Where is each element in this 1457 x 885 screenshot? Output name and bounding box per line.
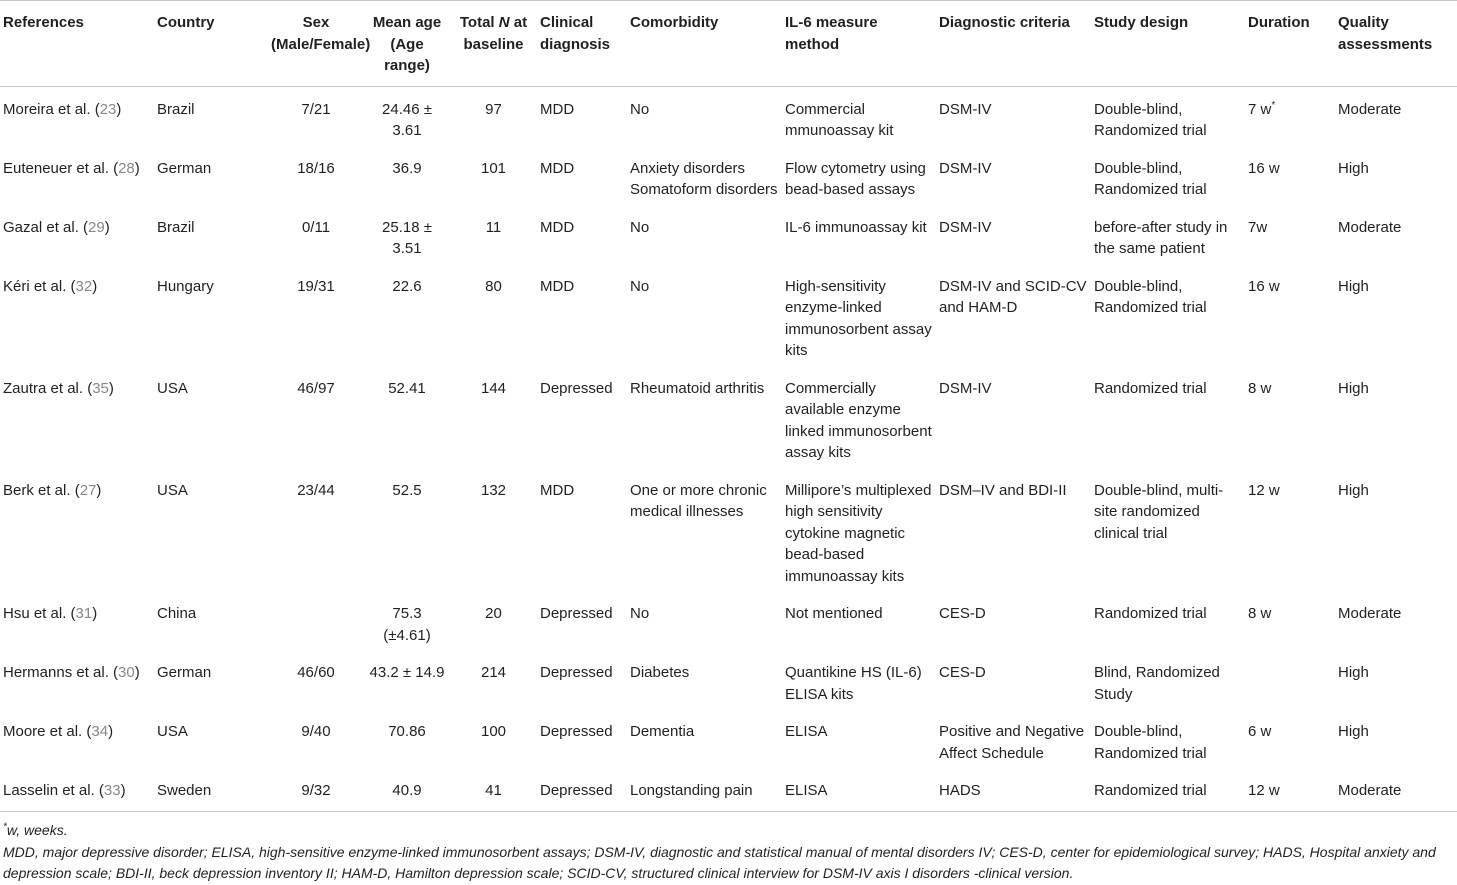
duration-cell — [1245, 591, 1335, 650]
sex-cell: 46/97 — [297, 379, 335, 397]
column-header-text: Country — [157, 14, 215, 31]
measure-method-cell: Flow cytometry using bead-based assays — [785, 159, 926, 198]
comorbidity-cell: No — [630, 218, 650, 236]
duration-cell — [1245, 650, 1335, 709]
diagnosis-cell: Depressed — [540, 723, 613, 740]
criteria-cell: DSM-IV — [939, 218, 992, 236]
author-text: Hsu et al. ( — [3, 605, 76, 622]
comorbidity-cell: One or more chronic medical illnesses — [630, 481, 767, 520]
table-body — [0, 86, 1457, 811]
column-header — [1245, 1, 1335, 87]
quality-cell: High — [1338, 159, 1369, 177]
measure-method-cell: Millipore’s multiplexed high sensitivity cytokine magnetic bead-based immunoassay kits — [785, 481, 932, 585]
country-cell: USA — [157, 481, 188, 499]
reference-close: ) — [134, 159, 140, 177]
reference-link[interactable]: 33 — [103, 782, 121, 799]
total-n-cell: 132 — [480, 481, 507, 499]
mean-age-cell: 24.46 ± 3.61 — [382, 100, 432, 139]
diagnosis-cell: MDD — [540, 159, 575, 177]
reference-cell — [0, 709, 154, 768]
table-row — [0, 264, 1457, 366]
reference-cell — [0, 650, 154, 709]
author-text: Kéri et al. ( — [3, 277, 76, 295]
sex-cell: 0/11 — [301, 218, 331, 236]
duration-value: 8 w — [1248, 379, 1272, 397]
mean-age-cell: 36.9 — [392, 159, 422, 177]
diagnosis-cell: Depressed — [540, 664, 613, 681]
sex-cell: 19/31 — [297, 277, 335, 295]
author-text: Euteneuer et al. ( — [3, 159, 119, 177]
column-header-text: IL-6 measure method — [785, 14, 878, 53]
column-header — [1091, 1, 1245, 87]
duration-value: 6 w — [1248, 723, 1272, 740]
sex-cell: 46/60 — [297, 664, 335, 681]
column-header-text: Sex (Male/Female) — [271, 14, 371, 53]
mean-age-cell: 70.86 — [388, 723, 426, 740]
column-header — [364, 1, 450, 87]
total-n-cell: 214 — [480, 664, 507, 681]
author-text: Moore et al. ( — [3, 723, 92, 740]
duration-cell — [1245, 768, 1335, 811]
total-n-cell: 97 — [485, 100, 502, 118]
author-text: Zautra et al. ( — [3, 379, 93, 397]
duration-value: 16 w — [1248, 277, 1280, 295]
author-text: Berk et al. ( — [3, 481, 80, 499]
duration-value: 16 w — [1248, 159, 1280, 177]
reference-cell — [0, 468, 154, 592]
table-row — [0, 366, 1457, 468]
column-header-text: Comorbidity — [630, 14, 719, 31]
duration-cell — [1245, 86, 1335, 146]
measure-method-cell: Commercially available enzyme linked immunosorbent assay kits — [785, 379, 932, 461]
quality-cell: High — [1338, 277, 1369, 295]
duration-value: 7 w — [1248, 100, 1272, 118]
column-header — [1335, 1, 1457, 87]
table-row — [0, 205, 1457, 264]
comorbidity-cell: Diabetes — [630, 664, 690, 681]
country-cell: German — [157, 664, 212, 681]
reference-cell — [0, 591, 154, 650]
measure-method-cell: ELISA — [782, 768, 936, 811]
reference-close: ) — [108, 723, 114, 740]
diagnosis-cell: Depressed — [540, 379, 613, 397]
country-cell: Hungary — [157, 277, 214, 295]
study-design-cell: Randomized trial — [1094, 379, 1207, 397]
measure-method-cell: Quantikine HS (IL-6) ELISA kits — [785, 664, 922, 703]
study-design-cell: Double-blind, Randomized trial — [1094, 277, 1207, 316]
author-text: Moreira et al. ( — [3, 100, 100, 118]
diagnosis-cell: Depressed — [537, 768, 627, 811]
comorbidity-cell: Rheumatoid arthritis — [630, 379, 765, 397]
reference-close: ) — [120, 782, 126, 799]
footnote-mark: * — [3, 821, 7, 833]
reference-link[interactable]: 23 — [99, 100, 117, 118]
duration-value: 8 w — [1248, 605, 1272, 622]
measure-method-cell: ELISA — [785, 723, 828, 740]
author-text: Lasselin et al. ( — [3, 782, 104, 799]
total-n-cell: 41 — [450, 768, 537, 811]
footnote-abbreviations: MDD, major depressive disorder; ELISA, high-sensitive enzyme-linked immunosorbent assays; DSM-IV, diagnostic and statistical manual of mental disorders IV; CES-D, center for epidemiological survey; HADS, Hospital anxiety and depression scale; BDI-II, beck depression inventory II; HAM-D, Hamilton depression scale; SCID-CV, structured clinical interview for DSM-IV axis I disorders -clinical version. — [3, 843, 1436, 881]
sex-cell: 18/16 — [297, 159, 335, 177]
table-row — [0, 650, 1457, 709]
mean-age-cell: 43.2 ± 14.9 — [369, 664, 445, 681]
mean-age-cell: 22.6 — [392, 277, 422, 295]
total-n-cell: 144 — [480, 379, 507, 397]
criteria-cell: DSM-IV — [939, 159, 992, 177]
criteria-cell: CES-D — [939, 605, 986, 622]
reference-cell — [0, 768, 154, 811]
comorbidity-cell: No — [630, 277, 650, 295]
duration-cell — [1245, 146, 1335, 205]
comorbidity-cell: Longstanding pain — [627, 768, 782, 811]
footnote-weeks — [3, 820, 1455, 842]
duration-cell — [1245, 264, 1335, 366]
measure-method-cell: Not mentioned — [785, 605, 883, 622]
reference-link[interactable]: 27 — [79, 481, 97, 499]
reference-link[interactable]: 34 — [91, 723, 109, 740]
measure-method-cell: IL-6 immunoassay kit — [785, 218, 927, 236]
column-header-text: Study design — [1094, 14, 1189, 31]
reference-close: ) — [92, 605, 98, 622]
country-cell: Brazil — [157, 100, 195, 118]
quality-cell: High — [1338, 723, 1369, 740]
quality-cell: Moderate — [1338, 100, 1402, 118]
reference-close: ) — [92, 277, 98, 295]
table-footnotes — [3, 820, 1455, 885]
mean-age-cell: 52.41 — [388, 379, 426, 397]
column-header-text: References — [3, 14, 84, 31]
country-cell: German — [157, 159, 212, 177]
comorbidity-cell: Anxiety disorders Somatoform disorders — [630, 159, 778, 198]
measure-method-cell: High-sensitivity enzyme-linked immunosorbent assay kits — [785, 277, 932, 359]
comorbidity-cell: No — [630, 100, 650, 118]
column-header — [936, 1, 1091, 87]
sex-cell: 9/40 — [301, 723, 331, 740]
table-row — [0, 146, 1457, 205]
diagnosis-cell: MDD — [540, 481, 575, 499]
quality-cell: Moderate — [1338, 218, 1402, 236]
study-design-cell: Randomized trial — [1091, 768, 1245, 811]
author-text: Hermanns et al. ( — [3, 664, 119, 681]
duration-cell — [1245, 366, 1335, 468]
criteria-cell: HADS — [936, 768, 1091, 811]
country-cell: USA — [157, 723, 188, 740]
study-design-cell: Blind, Randomized Study — [1094, 664, 1220, 703]
duration-value: 12 w — [1248, 782, 1280, 799]
mean-age-cell: 75.3 (±4.61) — [383, 605, 431, 644]
duration-cell — [1245, 709, 1335, 768]
duration-value: 12 w — [1248, 481, 1280, 499]
column-header-text: Clinical diagnosis — [540, 14, 611, 53]
column-header-text: Total — [459, 14, 499, 31]
reference-link[interactable]: 29 — [88, 218, 105, 236]
column-header — [154, 1, 268, 87]
criteria-cell: DSM-IV — [939, 100, 992, 118]
comorbidity-cell: No — [630, 605, 650, 622]
column-header — [450, 1, 537, 87]
reference-link[interactable]: 28 — [118, 159, 135, 177]
country-cell: USA — [157, 379, 188, 397]
total-n-cell: 80 — [485, 277, 502, 295]
diagnosis-cell: MDD — [540, 100, 575, 118]
duration-cell — [1245, 205, 1335, 264]
reference-link[interactable]: 32 — [75, 277, 93, 295]
column-header-text: Duration — [1248, 14, 1310, 31]
column-header — [268, 1, 371, 87]
reference-link[interactable]: 30 — [118, 664, 135, 681]
reference-cell — [0, 86, 154, 146]
header-row — [0, 1, 1457, 87]
sex-cell: 7/21 — [301, 100, 331, 118]
mean-age-cell: 25.18 ± 3.51 — [382, 218, 432, 257]
diagnosis-cell: Depressed — [540, 605, 613, 622]
column-header-text: Diagnostic criteria — [939, 14, 1070, 31]
measure-method-cell: Commercial mmunoassay kit — [785, 100, 894, 139]
reference-cell — [0, 366, 154, 468]
table-row — [0, 709, 1457, 768]
reference-link[interactable]: 31 — [75, 605, 93, 622]
column-header — [537, 1, 627, 87]
duration-footnote-mark: * — [1271, 99, 1276, 111]
study-design-cell: Double-blind, multi-site randomized clinical trial — [1094, 481, 1224, 542]
study-design-cell: Double-blind, Randomized trial — [1094, 100, 1207, 139]
criteria-cell: CES-D — [939, 664, 986, 681]
criteria-cell: DSM-IV and SCID-CV and HAM-D — [939, 277, 1087, 316]
column-header — [0, 1, 154, 87]
reference-cell — [0, 264, 154, 366]
study-design-cell: Double-blind, Randomized trial — [1094, 723, 1207, 762]
diagnosis-cell: MDD — [540, 218, 575, 236]
criteria-cell: DSM–IV and BDI-II — [939, 481, 1067, 499]
quality-cell: Moderate — [1335, 768, 1457, 811]
reference-link[interactable]: 35 — [92, 379, 109, 397]
total-n-cell: 20 — [485, 605, 502, 622]
reference-cell — [0, 146, 154, 205]
duration-value: 7w — [1248, 218, 1268, 236]
quality-cell: High — [1338, 481, 1369, 499]
total-n-cell: 101 — [480, 159, 507, 177]
quality-cell: Moderate — [1338, 605, 1402, 622]
comorbidity-cell: Dementia — [630, 723, 695, 740]
study-design-cell: Double-blind, Randomized trial — [1094, 159, 1207, 198]
table-row — [0, 468, 1457, 592]
footnote-weeks-text: w, weeks. — [6, 822, 68, 838]
study-design-cell: Randomized trial — [1094, 605, 1207, 622]
table-row — [0, 86, 1457, 146]
column-header-text: Quality assessments — [1338, 14, 1433, 53]
reference-close: ) — [104, 218, 110, 236]
country-cell: Brazil — [157, 218, 195, 236]
column-header-text-end: at baseline — [463, 14, 528, 53]
column-header-text: Mean age (Age range) — [372, 14, 442, 74]
country-cell: China — [157, 605, 197, 622]
country-cell: Sweden — [154, 768, 268, 811]
mean-age-cell: 40.9 — [364, 768, 450, 811]
reference-close: ) — [134, 664, 140, 681]
quality-cell: High — [1338, 664, 1369, 681]
table-row — [0, 591, 1457, 650]
reference-close: ) — [116, 100, 122, 118]
criteria-cell: DSM-IV — [939, 379, 992, 397]
author-text: Gazal et al. ( — [3, 218, 89, 236]
study-design-cell: before-after study in the same patient — [1094, 218, 1228, 257]
diagnosis-cell: MDD — [540, 277, 575, 295]
criteria-cell: Positive and Negative Affect Schedule — [939, 723, 1085, 762]
table-row — [0, 768, 1457, 811]
mean-age-cell: 52.5 — [392, 481, 422, 499]
duration-cell — [1245, 468, 1335, 592]
reference-close: ) — [96, 481, 102, 499]
reference-close: ) — [108, 379, 114, 397]
total-n-cell: 11 — [485, 218, 502, 236]
total-n-cell: 100 — [480, 723, 507, 740]
reference-cell — [0, 205, 154, 264]
column-header-italic: N — [498, 14, 510, 31]
sex-cell — [268, 591, 364, 650]
column-header — [627, 1, 782, 87]
column-header — [782, 1, 936, 87]
quality-cell: High — [1338, 379, 1369, 397]
sex-cell: 9/32 — [268, 768, 364, 811]
sex-cell: 23/44 — [297, 481, 335, 499]
